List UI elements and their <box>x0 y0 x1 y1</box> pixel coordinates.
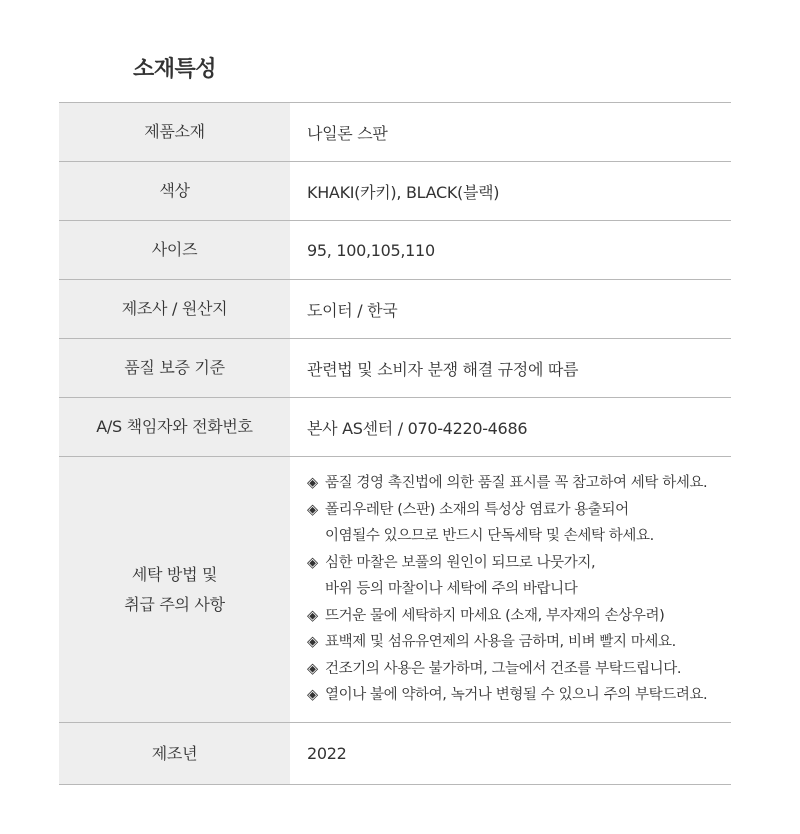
list-item: ◈ 심한 마찰은 보풀의 원인이 되므로 나뭇가지, <box>307 550 731 577</box>
row-value: KHAKI(카키), BLACK(블랙) <box>290 162 731 221</box>
table-row-as-contact <box>59 398 731 457</box>
section-title: 소재특성 <box>133 57 217 82</box>
row-value: 본사 AS센터 / 070-4220-4686 <box>290 398 731 457</box>
list-item: 이염될수 있으므로 반드시 단독세탁 및 손세탁 하세요. <box>325 528 654 545</box>
diamond-bullet-icon: ◈ <box>307 554 318 571</box>
row-value: 2022 <box>290 723 731 785</box>
table-row-color <box>59 162 731 221</box>
row-value: 관련법 및 소비자 분쟁 해결 규정에 따름 <box>290 339 731 398</box>
row-label: 제조년 <box>59 723 290 785</box>
row-label: A/S 책임자와 전화번호 <box>59 398 290 457</box>
care-list <box>307 470 731 709</box>
spec-table <box>59 102 731 785</box>
diamond-bullet-icon: ◈ <box>307 660 318 677</box>
diamond-bullet-icon: ◈ <box>307 607 318 624</box>
row-label: 품질 보증 기준 <box>59 339 290 398</box>
list-item: 바위 등의 마찰이나 세탁에 주의 바랍니다 <box>325 581 578 598</box>
row-value <box>290 457 731 723</box>
list-item: ◈ 폴리우레탄 (스판) 소재의 특성상 염료가 용출되어 <box>307 497 731 524</box>
diamond-bullet-icon: ◈ <box>307 687 318 704</box>
table-row-quality-guarantee <box>59 339 731 398</box>
row-value: 95, 100,105,110 <box>290 221 731 280</box>
row-value: 나일론 스판 <box>290 103 731 162</box>
table-row-maker-origin <box>59 280 731 339</box>
list-item: ◈ 건조기의 사용은 불가하며, 그늘에서 건조를 부탁드립니다. <box>307 656 731 683</box>
table-row-care <box>59 457 731 723</box>
row-value: 도이터 / 한국 <box>290 280 731 339</box>
row-label: 제조사 / 원산지 <box>59 280 290 339</box>
diamond-bullet-icon: ◈ <box>307 634 318 651</box>
diamond-bullet-icon: ◈ <box>307 475 318 492</box>
table-row-year <box>59 723 731 785</box>
diamond-bullet-icon: ◈ <box>307 501 318 518</box>
table-row-size <box>59 221 731 280</box>
row-label: 색상 <box>59 162 290 221</box>
care-label-line2: 취급 주의 사항 <box>124 594 225 614</box>
list-item: ◈ 열이나 불에 약하여, 녹거나 변형될 수 있으니 주의 부탁드려요. <box>307 682 731 709</box>
row-label: 사이즈 <box>59 221 290 280</box>
care-label-line1: 세탁 방법 및 <box>131 564 218 584</box>
list-item: ◈ 표백제 및 섬유유연제의 사용을 금하며, 비벼 빨지 마세요. <box>307 629 731 656</box>
row-label: 제품소재 <box>59 103 290 162</box>
list-item: ◈ 품질 경영 촉진법에 의한 품질 표시를 꼭 참고하여 세탁 하세요. <box>307 470 731 497</box>
row-label <box>59 457 290 723</box>
list-item: ◈ 뜨거운 물에 세탁하지 마세요 (소재, 부자재의 손상우려) <box>307 603 731 630</box>
table-row-material <box>59 103 731 162</box>
